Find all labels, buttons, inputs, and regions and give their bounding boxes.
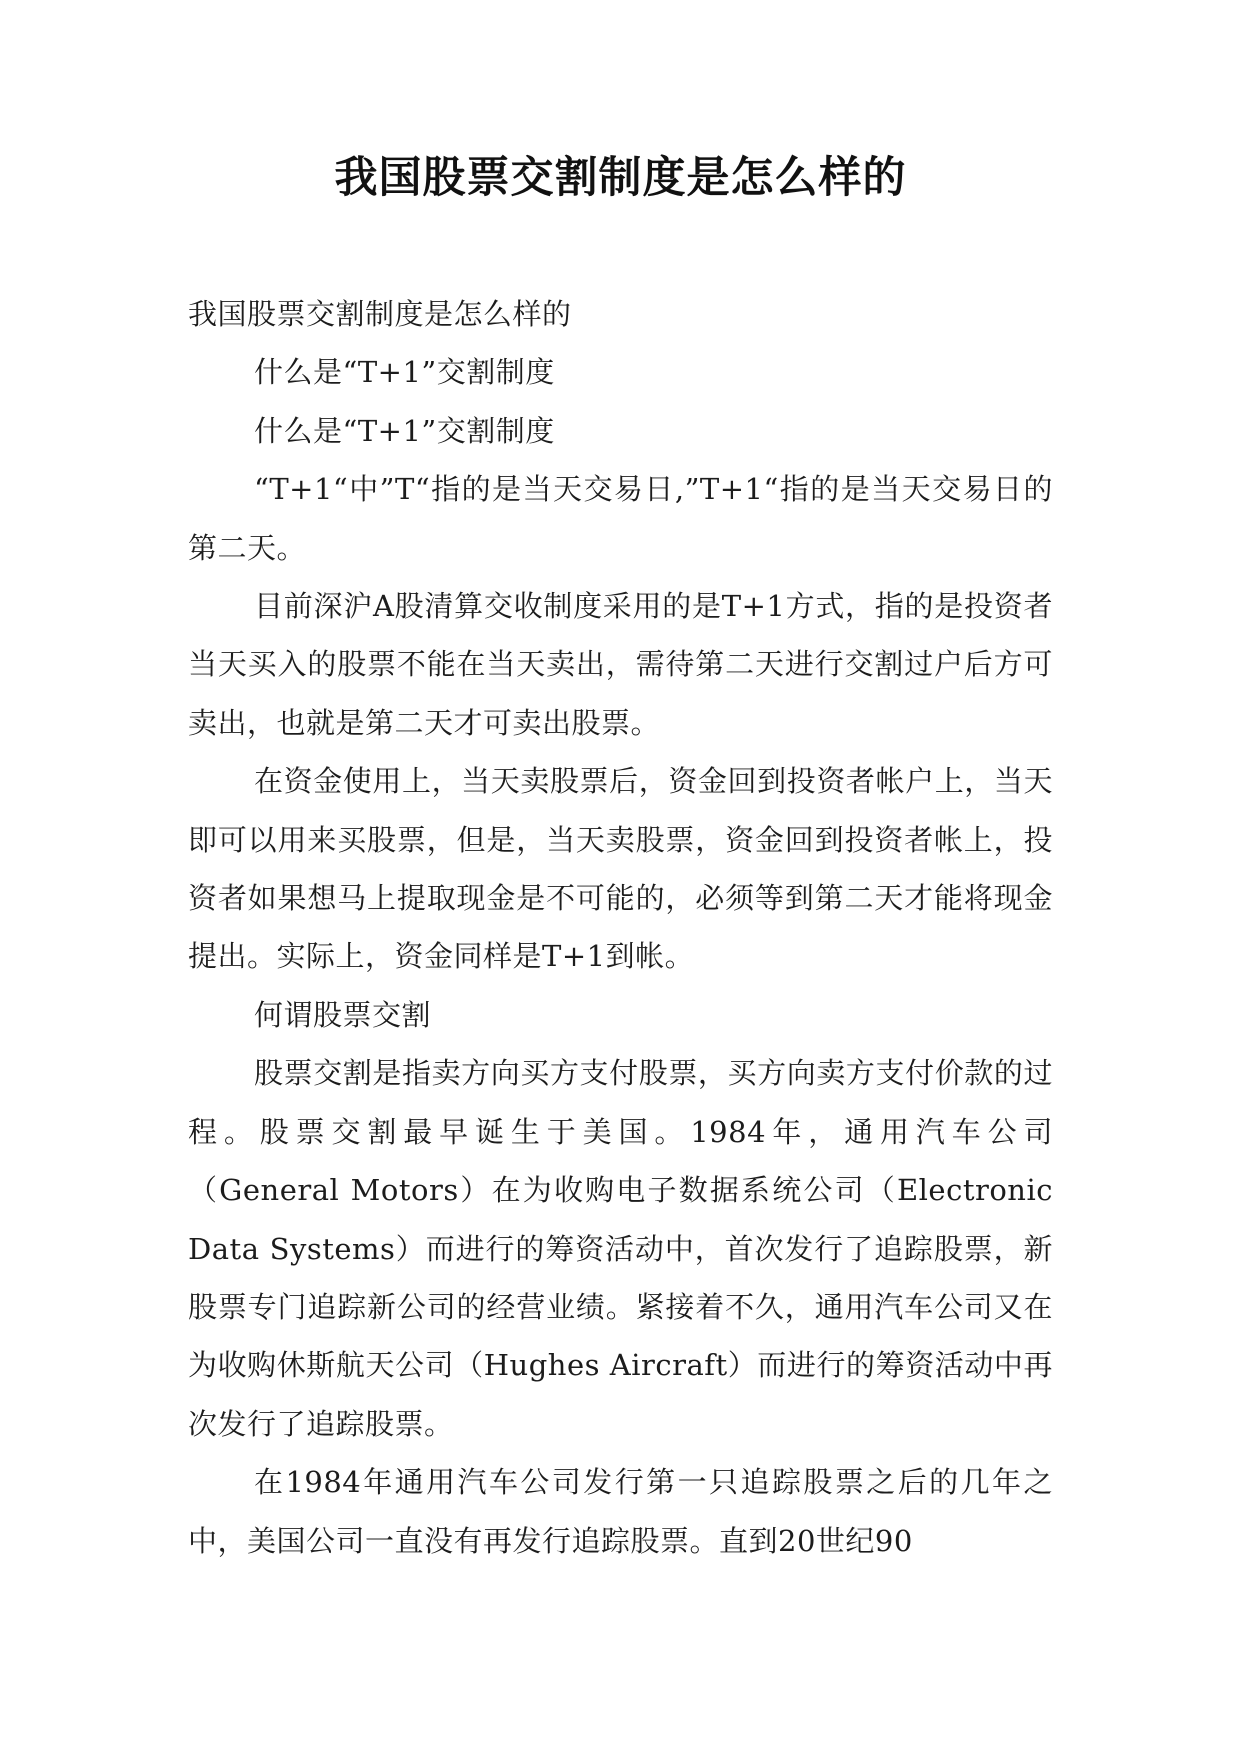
paragraph-subheading-t1-repeat: 什么是“T+1”交割制度 xyxy=(254,413,555,448)
paragraph-subheading-t1: 什么是“T+1”交割制度 xyxy=(254,355,555,390)
paragraph-heading-repeat: 我国股票交割制度是怎么样的 xyxy=(188,297,572,331)
paragraph-a-share-settlement: 目前深沪A股清算交收制度采用的是T+1方式，指的是投资者当天买入的股票不能在当天卖出，需待第二天进行交割过户后方可卖出，也就是第二天才可卖出股票。 xyxy=(188,589,1053,740)
paragraph-subheading-delivery: 何谓股票交割 xyxy=(254,997,432,1032)
document-title: 我国股票交割制度是怎么样的 xyxy=(334,153,907,203)
document-body xyxy=(188,285,1053,1570)
paragraph-delivery-history: 股票交割是指卖方向买方支付股票，买方向卖方支付价款的过程。股票交割最早诞生于美国。1984年，通用汽车公司（General Motors）在为收购电子数据系统公司（Electronic Data Systems）而进行的筹资活动中，首次发行了追踪股票，新股票专门追踪新公司的经营业绩。紧接着不久，通用汽车公司又在为收购休斯航天公司（Hughes Aircraft）而进行的筹资活动中再次发行了追踪股票。 xyxy=(188,1056,1053,1441)
paragraph-funds-usage: 在资金使用上，当天卖股票后，资金回到投资者帐户上，当天即可以用来买股票，但是，当天卖股票，资金回到投资者帐上，投资者如果想马上提取现金是不可能的，必须等到第二天才能将现金提出。实际上，资金同样是T+1到帐。 xyxy=(188,764,1053,974)
paragraph-tracking-stock: 在1984年通用汽车公司发行第一只追踪股票之后的几年之中，美国公司一直没有再发行追踪股票。直到20世纪90 xyxy=(188,1465,1053,1558)
paragraph-t1-definition: “T+1“中”T“指的是当天交易日,”T+1“指的是当天交易日的第二天。 xyxy=(188,472,1053,565)
